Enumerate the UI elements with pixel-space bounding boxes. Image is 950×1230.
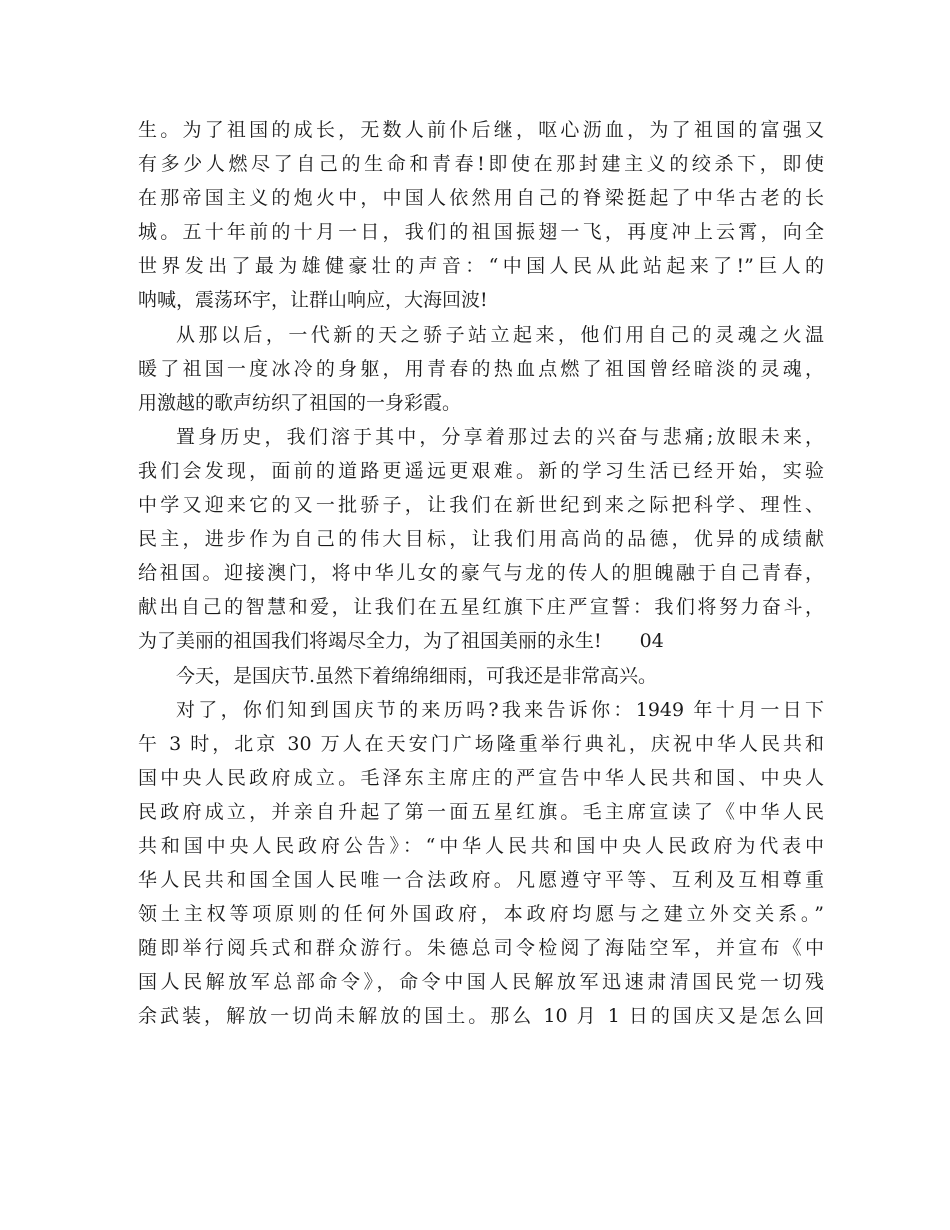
text-line: 共和国中央人民政府公告》：“中华人民共和国中央人民政府为代表中 bbox=[138, 834, 824, 857]
text-line bbox=[138, 624, 824, 658]
text-line: 余武装，解放一切尚未解放的国土。那么 10 月 1 日的国庆又是怎么回 bbox=[138, 1005, 824, 1028]
text-line: 有多少人燃尽了自己的生命和青春!即使在那封建主义的绞杀下，即使 bbox=[138, 153, 824, 176]
text-line: 民政府成立，并亲自升起了第一面五星红旗。毛主席宣读了《中华人民 bbox=[138, 800, 824, 823]
text-line: 国中央人民政府成立。毛泽东主席庄的严宣告中华人民共和国、中央人 bbox=[138, 766, 824, 789]
text-line: 呐喊，震荡环宇，让群山响应，大海回波! bbox=[138, 289, 488, 312]
text-line: 对了，你们知到国庆节的来历吗?我来告诉你：1949 年十月一日下 bbox=[176, 698, 824, 721]
text-line: 领土主权等项原则的任何外国政府，本政府均愿与之建立外交关系。” bbox=[138, 903, 824, 926]
text-line: 用激越的歌声纺织了祖国的一身彩霞。 bbox=[138, 391, 462, 414]
text-line: 在那帝国主义的炮火中，中国人依然用自己的脊梁挺起了中华古老的长 bbox=[138, 187, 824, 210]
text-line: 随即举行阅兵式和群众游行。朱德总司令检阅了海陆空军，并宣布《中 bbox=[138, 937, 824, 960]
text-line-content: 为了美丽的祖国我们将竭尽全力，为了祖国美丽的永生! bbox=[138, 630, 602, 653]
text-line: 华人民共和国全国人民唯一合法政府。凡愿遵守平等、互利及互相尊重 bbox=[138, 869, 824, 892]
text-line: 给祖国。迎接澳门，将中华儿女的豪气与龙的传人的胆魄融于自己青春， bbox=[138, 562, 824, 585]
text-line: 国人民解放军总部命令》，命令中国人民解放军迅速肃清国民党一切残 bbox=[138, 971, 824, 994]
text-line: 从那以后，一代新的天之骄子站立起来，他们用自己的灵魂之火温 bbox=[176, 323, 824, 346]
text-line: 中学又迎来它的又一批骄子，让我们在新世纪到来之际把科学、理性、 bbox=[138, 494, 824, 517]
section-number: 04 bbox=[639, 630, 664, 653]
text-line: 午 3 时，北京 30 万人在天安门广场隆重举行典礼，庆祝中华人民共和 bbox=[138, 732, 824, 755]
text-line: 置身历史，我们溶于其中，分享着那过去的兴奋与悲痛;放眼未来， bbox=[176, 425, 824, 448]
text-line: 民主，进步作为自己的伟大目标，让我们用高尚的品德，优异的成绩献 bbox=[138, 528, 824, 551]
text-line: 城。五十年前的十月一日，我们的祖国振翅一飞，再度冲上云霄，向全 bbox=[138, 221, 824, 244]
text-line: 今天，是国庆节.虽然下着绵绵细雨，可我还是非常高兴。 bbox=[176, 664, 658, 687]
text-line: 我们会发现，面前的道路更遥远更艰难。新的学习生活已经开始，实验 bbox=[138, 459, 824, 482]
text-line: 献出自己的智慧和爱，让我们在五星红旗下庄严宣誓：我们将努力奋斗， bbox=[138, 596, 824, 619]
text-line: 生。为了祖国的成长，无数人前仆后继，呕心沥血，为了祖国的富强又 bbox=[138, 119, 824, 141]
text-line: 暖了祖国一度冰冷的身躯，用青春的热血点燃了祖国曾经暗淡的灵魂， bbox=[138, 357, 824, 380]
document-body bbox=[138, 113, 824, 1034]
text-line: 世界发出了最为雄健豪壮的声音：“中国人民从此站起来了!”巨人的 bbox=[138, 255, 824, 278]
